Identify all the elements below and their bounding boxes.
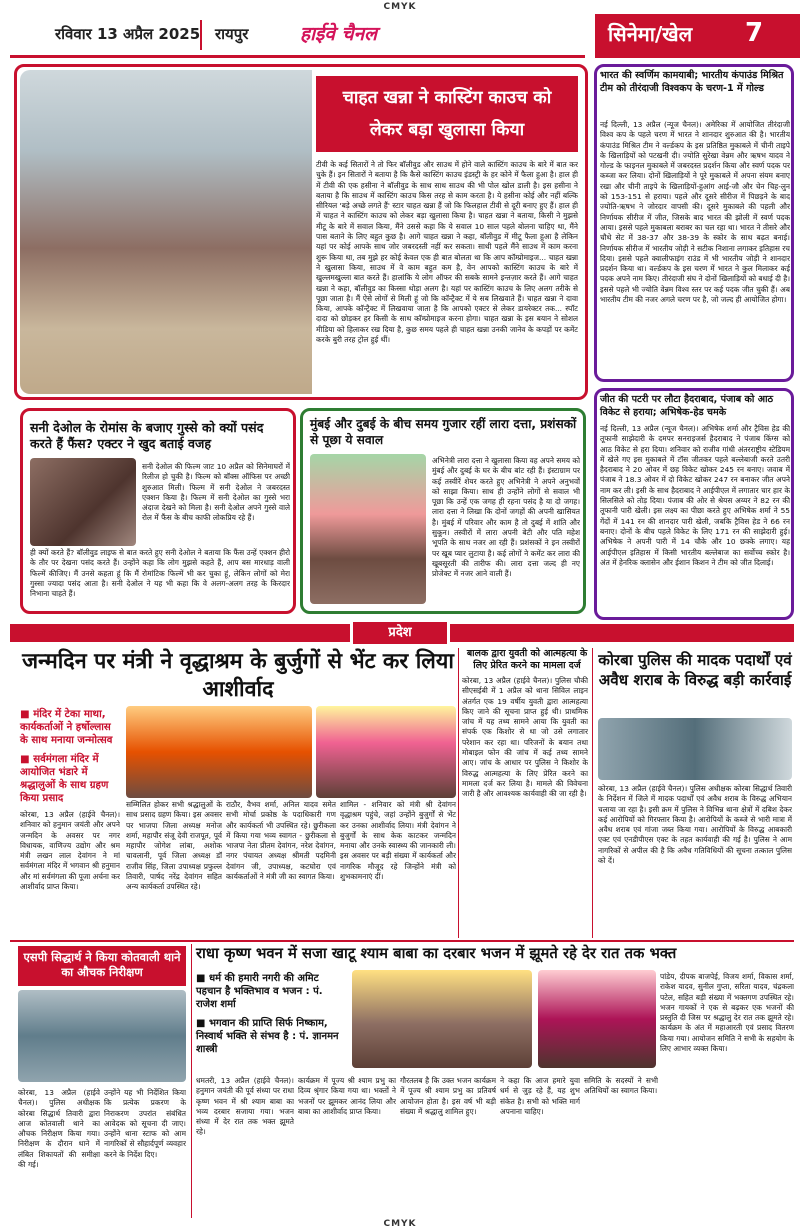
page-number: 7 <box>745 18 764 48</box>
lara-dutta-photo <box>310 454 426 604</box>
korba-police-body: कोरबा, 13 अप्रैल (हाईवे चैनल)। पुलिस अधीक्षक कोरबा सिद्धार्थ तिवारी के निर्देशन में जिले में मादक पदार्थों एवं अवैध शराब के विरुद्ध अभियान चलाया जा रहा है। इसी क्रम में पुलिस ने विभिन्न थाना क्षेत्रों में दबिश देकर कई आरोपियों को गिरफ्तार किया है। आरोपियों के कब्जे से भारी मात्रा में अवैध शराब एवं गांजा जब्त किया गया। आरोपियों के विरुद्ध आबकारी एक्ट एवं एनडीपीएस एक्ट के तहत कार्यवाही की गई है। पुलिस ने आम नागरिकों से अपील की है कि अवैध गतिविधियों की सूचना तत्काल पुलिस को दें। <box>598 784 792 866</box>
khatu-shyam-body-4: ने कहा कि आज हमारे युवा धर्म से जुड़ रहे हैं, यह शुभ संकेत है। सभी को भक्ति मार्ग अपनाना चाहिए। <box>500 1076 580 1116</box>
birthday-story-body-3: राठौर, वैभव शर्मा, अनिल यादव समेत सभी मोर्चा प्रकोष्ठ के पदाधिकारी गण और कार्यकर्ता भी उपस्थित रहे। छुरीकला में किया गया भव्य स्वागत - छुरीकला से भाजपा नेता प्रीतम देवांगन, नरेश देवांगन, नगर पंचायत अध्यक्ष श्रीमती पदमिनी देवांगन जी, उपाध्यक्ष, कटघोरा एवं कार्यकर्ताओं ने मंत्री जी का स्वागत किया। <box>226 800 336 882</box>
suicide-case-body: कोरबा, 13 अप्रैल (हाईवे चैनल)। पुलिस चौकी सीएसईबी में 1 अप्रैल को थाना सिविल लाइन अंतर्गत एक 19 वर्षीय युवती द्वारा आत्महत्या किए जाने की सूचना प्राप्त हुई थी। प्राथमिक जांच में यह तथ्य सामने आया कि युवती का संपर्क एक किशोर से था जो उसे लगातार परेशान कर रहा था। परिजनों के बयान तथा मोबाइल फोन की जांच में कई तथ्य सामने आए। जांच के आधार पर पुलिस ने किशोर के विरुद्ध आत्महत्या के लिए प्रेरित करने का मामला दर्ज कर लिया है। मामले की विवेचना जारी है और आवश्यक कार्यवाही की जा रही है। <box>462 676 588 799</box>
khatu-shyam-body-3: गौरतलब है कि उक्त भजन कार्यक्रम में पूज्य श्री श्याम प्रभु का प्रतिवर्ष आयोजन होता है। इस वर्ष भी बड़ी संख्या में श्रद्धालु शामिल हुए। <box>400 1076 496 1116</box>
archery-story-headline[interactable]: भारत की स्वर्णिम कामयाबी; भारतीय कंपाउंड मिश्रित टीम को तीरंदाजी विश्वकप के चरण-1 में गोल्ड <box>600 70 784 94</box>
bullet-item: ■ सर्वमंगला मंदिर में आयोजित भंडारे में श्रद्धालुओं के साथ ग्रहण किया प्रसाद <box>20 754 109 804</box>
column-divider <box>592 648 593 938</box>
lead-story-body: टीवी के कई सितारों ने तो फिर बॉलीवुड और साउथ में होने वाले कास्टिंग काउच के बारे में बात कर चुके हैं। इन सितारों ने बताया है कि कैसे कास्टिंग काउच इंडस्ट्री के हर कोने में फैला हुआ है। हाल ही में टीवी की एक हसीना ने बॉलीवुड के साथ साथ साउथ की भी पोल खोल डाली है। इस हसीना ने बताया है कि साउथ में कास्टिंग काउच किस तरह से काम करता है। ये हसीना कोई और नहीं बल्कि सीरियल 'बड़े अच्छे लगते हैं' स्टार चाहत खन्ना हैं जो कि फिलहाल टीवी से दूरी बनाए हुए हैं। हाल ही में चाहत ने कास्टिंग काउच को लेकर बड़ा खुलासा किया है। चाहत खन्ना ने बताया, किसी ने मुझसे मीटू के बारे में सवाल किया, मैंने उससे कहा कि ये सवाल 10 साल पहले बोलना चाहिए था, मैंने पास बताने के लिए बहुत कुछ है। आगे चाहत खन्ना ने कहा, बॉलीवुड में मीटू फैला हुआ है लेकिन यहां पर कोई आपके साथ जोर जबरदस्ती नहीं कर सकता। साथी पहले मैंने साउथ में काम करना शुरू किया था, तब मुझे हर कोई केवल एक ही बात बोलता था कि आप कॉम्प्रोमाइज... चाहत खन्ना ने खुलासा किया, साउथ में वे काम बहुत कम है, वेन आपको कास्टिंग काउच के बारे में खुल्लमखुल्ला बात करते हैं। हालांकि ये लोग ऑफर की सबके सामने इन्तज़ार करते हैं। आगे चाहत खन्ना ने कहा, बॉलीवुड का किस्सा थोड़ा अलग है। यहां पर कास्टिंग काउच के लिए अलग तरीके से पूछा जाता है। मैं ऐसे लोगों से मिली हूं जो कि कॉन्ट्रैक्ट में ये सब लिखवाते हैं। चाहत खन्ना ने दावा किया, आपके कॉन्ट्रैक्ट में लिखवाया जाता है कि आपको एक्टर से लेकर डायरेक्टर तक... स्पॉट दादा को छोड़कर हर किसी के साथ कॉम्प्रोमाइज करना होगा। चाहत खन्ना के इस बयान ने सोशल मीडिया को हिलाकर रख दिया है, कुछ समय पहले ही चाहत खन्ना उनकी जानेव के कपड़ों पर कमेंट करके बुरी तरह ट्रोल हुई थीं। <box>316 160 578 345</box>
bottom-rule <box>10 940 794 942</box>
bullet-item: ■ धर्म की हमारी नगरी की अमिट पहचान है भक्तिभाव व भजन : पं. राजेश शर्मा <box>196 973 323 1010</box>
lead-story-headline[interactable]: चाहत खन्ना ने कास्टिंग काउच को लेकर बड़ा खुलासा किया <box>316 76 578 152</box>
khatu-shyam-body-5: समिति के सदस्यों ने सभी अतिथियों का स्वागत किया। <box>584 1076 658 1096</box>
header-city: रायपुर <box>215 25 249 43</box>
birthday-story-bullets <box>20 708 120 805</box>
bullet-item: ■ भगवान की प्राप्ति सिर्फ निष्काम, निस्वार्थ भक्ति से संभव है : पं. ज्ञानमन शास्त्री <box>196 1018 339 1055</box>
ipl-story-body: नई दिल्ली, 13 अप्रैल (न्यूज चैनल)। अभिषेक शर्मा और ट्रैविस हेड की तूफानी साझेदारी के दमपर सनराइजर्स हैदराबाद ने पंजाब किंग्स को आठ विकेट से हरा दिया। शनिवार को राजीव गांधी अंतरराष्ट्रीय स्टेडियम में खेले गए इस मुकाबले में टॉस जीतकर पहले बल्लेबाजी करते उतरी हैदराबाद ने 20 ओवर में छह विकेट खोकर 245 रन बनाए। जवाब में पंजाब ने 18.3 ओवर में दो विकेट खोकर 247 रन बनाकर जीत अपने नाम कर ली। इसी के साथ हैदराबाद ने आईपीएल में लगातार चार हार के सिलसिले को तोड़ दिया। पंजाब की ओर से श्रेयस अय्यर ने 82 रन की तूफानी पारी खेली। इस लक्ष्य का पीछा करते हुए अभिषेक शर्मा ने 55 गेंदों में 141 रन की शानदार पारी खेली, जबकि ट्रैविस हेड ने 66 रन बनाए। दोनों के बीच पहले विकेट के लिए 171 रन की साझेदारी हुई। अभिषेक ने अपनी पारी में 14 चौके और 10 छक्के लगाए। यह आईपीएल इतिहास में किसी भारतीय बल्लेबाज का सर्वोच्च स्कोर है। अंत में हेनरिक क्लासेन और ईशान किशन ने टीम को जीत दिलाई। <box>600 424 790 567</box>
khatu-shyam-headline[interactable]: राधा कृष्ण भवन में सजा खाटू श्याम बाबा का दरबार भजन में झूमते रहे देर रात तक भक्त <box>196 945 677 962</box>
khatu-shyam-body-right: पांडेय, दीपक बाजपेई, विजय शर्मा, विकास शर्मा, राकेश यादव, सुनील गुप्ता, सरिता यादव, चंद्रकला पटेल, सहित बड़ी संख्या में भक्तगण उपस्थित रहे। भजन गायकों ने एक से बढ़कर एक भजनों की प्रस्तुति दी जिस पर श्रद्धालु देर रात तक झूमते रहे। कार्यक्रम के अंत में महाआरती एवं प्रसाद वितरण किया गया। आयोजन समिति ने सभी के सहयोग के लिए आभार व्यक्त किया। <box>660 972 794 1054</box>
bullet-item: ■ मंदिर में टेका माथा, कार्यकर्ताओं ने हर्षोल्लास के साथ मनाया जन्मोत्सव <box>20 709 113 746</box>
khatu-shyam-body-2: कार्यक्रम में पूज्य श्री श्याम प्रभु का दिव्य श्रृंगार किया गया था। भक्तों ने भजनों पर झूमकर आनंद लिया और बाबा का आशीर्वाद प्राप्त किया। <box>298 1076 396 1116</box>
bullet-text: धर्म की हमारी नगरी की अमिट पहचान है भक्तिभाव व भजन : पं. राजेश शर्मा <box>196 973 323 1010</box>
khatu-shyam-photo-2 <box>538 970 656 1068</box>
sp-inspection-body-1: कोरबा, 13 अप्रैल (हाईवे चैनल)। पुलिस अधीक्षक कोरबा सिद्धार्थ तिवारी द्वारा आज कोतवाली थाने का औचक निरीक्षण किया गया। निरीक्षण के दौरान थाने में लंबित शिकायतों की समीक्षा की गई। <box>18 1088 100 1170</box>
sp-inspection-photo <box>18 990 186 1082</box>
archery-story-body: नई दिल्ली, 13 अप्रैल (न्यूज चैनल)। अमेरिका में आयोजित तीरंदाजी विश्व कप के पहले चरण में भारत ने शानदार शुरुआत की है। भारतीय कंपाउंड मिश्रित टीम ने वर्ल्डकप के इस प्रतिष्ठित मुकाबले में चीनी ताइपे के खिलाड़ियों को पटखनी दी। ज्योति सुरेखा वेन्नम और ऋषभ यादव ने गोल्ड के फाइनल मुकाबले में जबरदस्त प्रदर्शन किया और स्वर्ण पदक पर कब्जा कर लिया। दोनों खिलाड़ियों ने पूरे मुकाबले में अपना संयम बनाए रखा और चीनी ताइपे के खिलाड़ियों-हुआंग आई-जौ और चेन चिह-लुन को 153-151 से हराया। पहले और दूसरे सीरीज में पिछड़ने के बाद ज्योति-ऋषभ ने जोरदार वापसी की। दूसरे मुकाबले की पहली और निर्णायक सीरीज में जीत, जिसके बाद भारत की झोली में स्वर्ण पदक आया। इससे पहले मुकाबला बराबर का चल रहा था। भारत ने तीसरे और चौथे सेट में 38-37 और 38-39 के स्कोर के साथ बढ़त बनाई। निर्णायक सीरीज में भारतीय जोड़ी ने सटीक निशाना लगाकर इतिहास रच दिया। इससे पहले क्वालीफाइंग राउंड में भी भारतीय जोड़ी ने शानदार प्रदर्शन किया था। वर्ल्डकप के इस चरण में भारत ने कुल मिलाकर कई पदक अपने नाम किए। तीरंदाजी संघ ने दोनों खिलाड़ियों को बधाई दी है। इससे पहले भी ज्योति वेन्नम विश्व स्तर पर कई पदक जीत चुकी हैं। अब भारतीय टीम की नजर अगले चरण पर है, जो जल्द ही आयोजित होगा। <box>600 120 790 305</box>
ipl-story-headline[interactable]: जीत की पटरी पर लौटा हैदराबाद, पंजाब को आठ विकेट से हराया; अभिषेक-हेड चमके <box>600 394 774 418</box>
section-band-label: प्रदेश <box>350 622 450 644</box>
sp-inspection-headline[interactable]: एसपी सिद्धार्थ ने किया कोतवाली थाने का औचक निरीक्षण <box>18 946 186 986</box>
birthday-story-body-1: कोरबा, 13 अप्रैल (हाईवे चैनल)। शनिवार को हनुमान जयंती और अपने जन्मदिन के अवसर पर नगर विधायक, वाणिज्य उद्योग और श्रम मंत्री लखन लाल देवांगन ने मां सर्वमंगला मंदिर में भगवान श्री हनुमान और मां सर्वमंगला की पूजा अर्चना कर आशीर्वाद प्राप्त किया। <box>20 810 120 892</box>
print-mark-top: CMYK <box>383 2 417 12</box>
sunny-deol-photo <box>30 458 136 546</box>
khatu-shyam-bullets <box>196 972 346 1056</box>
bullet-text: सर्वमंगला मंदिर में आयोजित भंडारे में श्रद्धालुओं के साथ ग्रहण किया प्रसाद <box>20 754 109 804</box>
korba-police-headline[interactable]: कोरबा पुलिस की मादक पदार्थों एवं अवैध शराब के विरुद्ध बड़ी कार्रवाई <box>598 651 792 689</box>
birthday-story-body-4: शामिल - शनिवार को मंत्री श्री देवांगन वृद्धाश्रम पहुंचे, जहां उन्होंने बुजुर्गों से भेंट कर उनका आशीर्वाद लिया। मंत्री देवांगन ने बुजुर्गों के साथ केक काटकर जन्मदिन मनाया और उनके स्वास्थ्य की जानकारी ली। इस अवसर पर बड़ी संख्या में कार्यकर्ता और नागरिक मौजूद रहे जिन्होंने मंत्री को शुभकामनाएं दीं। <box>340 800 456 882</box>
column-divider <box>458 648 459 938</box>
lara-dutta-headline[interactable]: मुंबई और दुबई के बीच समय गुजार रहीं लारा दत्ता, प्रशंसकों से पूछा ये सवाल <box>310 417 577 447</box>
bullet-text: मंदिर में टेका माथा, कार्यकर्ताओं ने हर्षोल्लास के साथ मनाया जन्मोत्सव <box>20 709 113 746</box>
sunny-deol-body-2: ही क्यों करते हैं? बॉलीवुड लाइफ से बात करते हुए सनी देओल ने बताया कि फैंस उन्हें एक्शन हीरो के तौर पर देखना पसंद करते हैं। उन्होंने कहा कि लोग मुझसे कहते हैं, आप बस मारधाड़ वाली फिल्में कीजिए। मैं उनसे कहता हूं कि मैं रोमांटिक फिल्में भी कर चुका हूं, लेकिन लोगों को मेरा गुस्सा ज्यादा पसंद आता है। सनी देओल ने यह भी कहा कि वे अलग-अलग तरह के किरदार निभाना चाहते हैं। <box>30 548 290 599</box>
newspaper-logo: हाईवे चैनल <box>300 23 378 45</box>
khatu-shyam-body-1: धमतरी, 13 अप्रैल (हाईवे चैनल)। हनुमान जयंती की पूर्व संध्या पर राधा कृष्ण भवन में श्री श्याम बाबा का भव्य दरबार सजाया गया। भजन संध्या में देर रात तक भक्त झूमते रहे। <box>196 1076 294 1137</box>
sunny-deol-body-1: सनी देओल की फिल्म जाट 10 अप्रैल को सिनेमाघरों में रिलीज हो चुकी है। फिल्म को बॉक्स ऑफिस पर अच्छी शुरुआत मिली। फिल्म में सनी देओल ने जबरदस्त एक्शन किया है। फिल्म में सनी देओल का गुस्से भरा अंदाज देखने को मिला है। सनी देओल अपने गुस्से वाले रोल में फैंस के बीच काफी लोकप्रिय रहे हैं। <box>142 462 290 523</box>
print-mark-bottom: CMYK <box>383 1219 417 1229</box>
khatu-shyam-photo-1 <box>352 970 532 1068</box>
birthday-story-body-2: सम्मिलित होकर सभी श्रद्धालुओं के साथ प्रसाद ग्रहण किया। इस अवसर पर भाजपा जिला अध्यक्ष मनोज शर्मा, महापौर संजू देवी राजपूत, पूर्व महापौर जोगेश लांबा, अशोक चावलानी, पूर्व जिला अध्यक्ष डॉ राजीव सिंह, जिला उपाध्यक्ष प्रफुल्ल तिवारी, पार्षद नरेंद्र देवांगन सहित अन्य कार्यकर्ता उपस्थित रहे। <box>126 800 222 892</box>
header-divider <box>200 20 202 50</box>
birthday-story-photo-2 <box>316 706 456 798</box>
korba-police-photo <box>598 718 792 780</box>
section-title: सिनेमा/खेल <box>608 22 693 46</box>
column-divider <box>191 944 192 1218</box>
suicide-case-headline[interactable]: बालक द्वारा युवती को आत्महत्या के लिए प्रेरित करने का मामला दर्ज <box>466 648 588 671</box>
sunny-deol-headline[interactable]: सनी देओल के रोमांस के बजाए गुस्से को क्यों पसंद करते हैं फैंस? एक्टर ने खुद बताई वजह <box>30 420 264 451</box>
lead-story-photo <box>20 70 312 394</box>
birthday-story-headline[interactable]: जन्मदिन पर मंत्री ने वृद्धाश्रम के बुर्जुगों से भेंट कर लिया आशीर्वाद <box>22 649 454 702</box>
header-date: रविवार 13 अप्रैल 2025 <box>55 25 201 43</box>
sp-inspection-body-2: उन्होंने यह भी निर्देशित किया कि प्रत्येक प्रकरण के निराकरण उपरांत संबंधित आवेदक को सूचना दी जाए। उन्होंने थाना स्टाफ को आम नागरिकों से सौहार्दपूर्ण व्यवहार करने के निर्देश दिए। <box>104 1088 186 1159</box>
lara-dutta-body: अभिनेत्री लारा दत्ता ने खुलासा किया वह अपने समय को मुंबई और दुबई के घर के बीच बांट रही हैं। इंस्टाग्राम पर कई तस्वीरें शेयर करते हुए अभिनेत्री ने अपने अनुभवों को साझा किया। साथ ही उन्होंने लोगों से सवाल भी पूछा कि उन्हें एक जगह ही रहना पसंद है या दो जगह। लारा दत्ता ने लिखा कि दोनों जगहों की अपनी खासियत है। मुंबई में परिवार और काम है तो दुबई में शांति और सुकून। तस्वीरों में लारा अपनी बेटी और पति महेश भूपति के साथ नजर आ रही हैं। प्रशंसकों ने इन तस्वीरों पर खूब प्यार लुटाया है। कई लोगों ने कमेंट कर लारा की खूबसूरती की तारीफ की। लारा दत्ता जल्द ही नए प्रोजेक्ट में नजर आने वाली हैं। <box>432 456 580 579</box>
bullet-text: भगवान की प्राप्ति सिर्फ निष्काम, निस्वार्थ भक्ति से संभव है : पं. ज्ञानमन शास्त्री <box>196 1018 339 1055</box>
birthday-story-photo-1 <box>126 706 312 798</box>
